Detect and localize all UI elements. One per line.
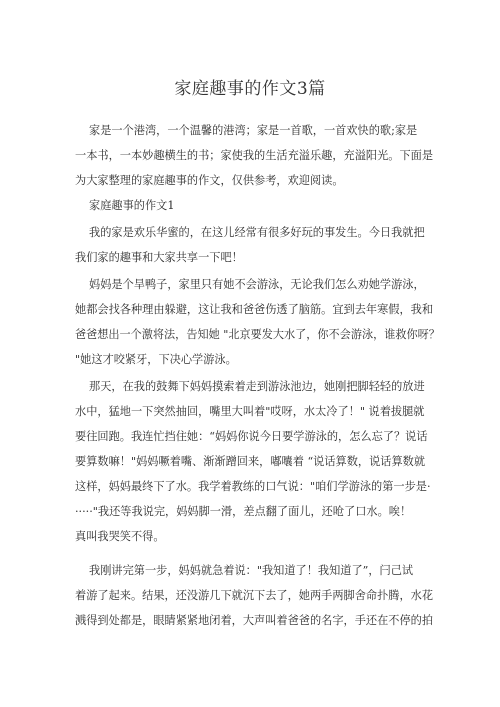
line-text: 一本书，一本妙趣横生的书；家使我的生活充溢乐趣，充溢阳光。下面是 (75, 149, 434, 162)
line-text: 溅得到处都是，眼睛紧紧地闭着，大声叫着爸爸的名字，手还在不停的拍 (75, 614, 434, 627)
paragraph-line (0, 611, 500, 631)
paragraph-line (0, 325, 500, 345)
line-text: 要往回跑。我连忙挡住她：“妈妈你说今日要学游泳的，怎么忘了？说话 (75, 430, 428, 443)
paragraph-line (0, 427, 500, 447)
line-text: 妈妈是个旱鸭子，家里只有她不会游泳，无论我们怎么劝她学游泳， (89, 278, 425, 291)
paragraph-line (0, 527, 500, 547)
line-text: 真叫我哭笑不得。 (75, 530, 165, 543)
line-text: 家是一个港湾，一个温馨的港湾；家是一首歌，一首欢快的歌;家是 (89, 124, 418, 137)
line-text: 要算数嘛！"妈妈噘着嘴、渐渐蹭回来，嘟囔着 “说话算数，说话算数就 (75, 455, 426, 468)
paragraph-line (0, 477, 500, 497)
line-text: 我们家的趣事和大家共享一下吧！ (75, 251, 243, 264)
line-text: 她都会找各种理由躲避，这让我和爸爸伤透了脑筋。宜到去年寒假，我和 (75, 303, 434, 316)
paragraph-line (0, 300, 500, 320)
paragraph-line (0, 275, 500, 295)
page-title: 家庭趣事的作文3篇 (174, 79, 326, 99)
line-text: 我的家是欢乐华蜜的，在这儿经常有很多好玩的事发生。今日我就把 (89, 226, 425, 239)
paragraph-line (0, 452, 500, 472)
line-text: 那天，在我的鼓舞下妈妈摸索着走到游泳池边，她刚把脚轻轻的放进 (89, 380, 425, 393)
paragraph-line (0, 171, 500, 191)
line-text: ·····"我还等我说完，妈妈脚一滑，差点翻了面儿，还呛了口水。唉！ (75, 505, 412, 518)
line-text: 这样，妈妈最终下了水。我学着教练的口气说："咱们学游泳的第一步是· (75, 480, 431, 493)
line-text: 为大家整理的家庭趣事的作文，仅供参考，欢迎阅读。 (75, 174, 344, 187)
paragraph-line (0, 350, 500, 370)
line-text: 我刚讲完第一步，妈妈就急着说："我知道了！我知道了”，闩己试 (89, 564, 414, 577)
line-text: 着游了起来。结果，还没游几下就沉下去了，她两手两脚舍命扑腾，水花 (75, 589, 434, 602)
paragraph-line (0, 561, 500, 581)
paragraph-line (0, 502, 500, 522)
heading-text: 家庭趣事的作文1 (89, 199, 175, 212)
line-text: 爸爸想出一个激将法，告知她 "北京要发大水了，你不会游泳，谁救你呀？ (75, 328, 440, 341)
line-text: "她这才咬紧牙，下决心学游泳。 (75, 353, 237, 366)
paragraph-line (0, 248, 500, 268)
paragraph-line (0, 121, 500, 141)
paragraph-line (0, 146, 500, 166)
paragraph-line (0, 402, 500, 422)
paragraph-line (0, 223, 500, 243)
section-heading (0, 196, 500, 216)
paragraph-line (0, 586, 500, 606)
paragraph-line (0, 377, 500, 397)
line-text: 水中，猛地一下突然抽回，嘴里大叫着"哎呀，水太冷了！" 说着拔腿就 (75, 405, 425, 418)
